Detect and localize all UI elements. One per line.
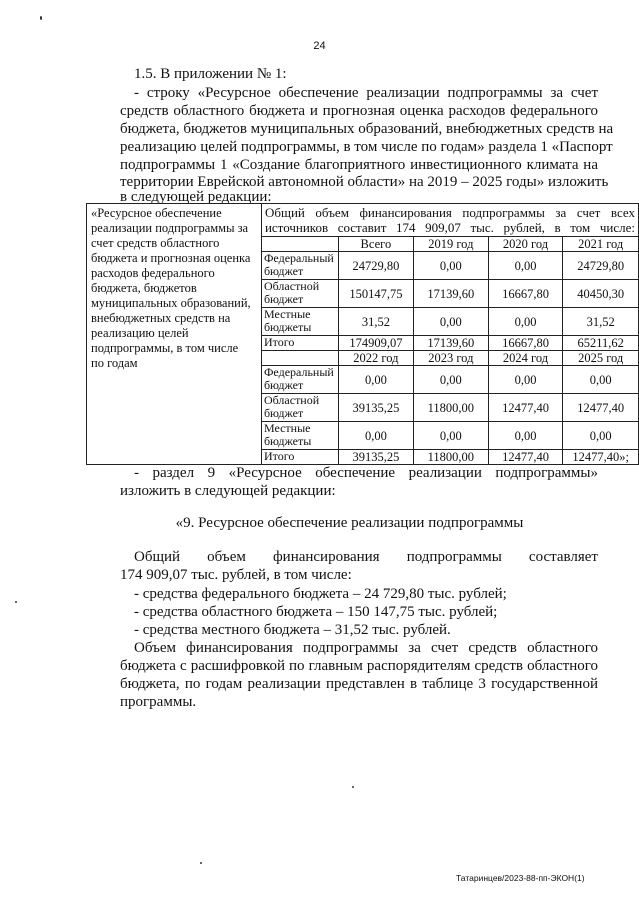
- header-line: Общий объем финансирования подпрограммы за счет всех: [264, 205, 635, 220]
- empty-cell: [261, 351, 338, 366]
- resource-table: [86, 203, 639, 465]
- row-label: Федеральный бюджет: [261, 252, 338, 280]
- row-label: Областной бюджет: [261, 280, 338, 308]
- column-header: 2021 год: [563, 237, 639, 252]
- table-cell: 11800,00: [414, 394, 489, 422]
- footer-reference: Татаринцев/2023-88-пп-ЭКОН(1): [456, 873, 585, 883]
- description-line: внебюджетных средств на: [91, 311, 231, 325]
- column-header: 2025 год: [563, 351, 639, 366]
- table-cell: 11800,00: [414, 450, 489, 465]
- para1-line: в следующей редакции:: [120, 189, 272, 205]
- scan-speck: [40, 16, 42, 20]
- table-cell: 31,52: [563, 308, 639, 336]
- table-cell: 12477,40: [563, 394, 639, 422]
- para1-line: средств областного бюджета и прогнозная оценка расходов федерального: [120, 103, 598, 119]
- table-cell: 24729,80: [563, 252, 639, 280]
- table-cell: 40450,30: [563, 280, 639, 308]
- table-cell: 0,00: [488, 252, 563, 280]
- table-cell: 0,00: [338, 366, 413, 394]
- table-cell: 17139,60: [414, 280, 489, 308]
- scan-speck: [15, 601, 17, 603]
- column-header: 2023 год: [414, 351, 489, 366]
- row-label: Федеральный бюджет: [261, 366, 338, 394]
- table-cell: 17139,60: [414, 336, 489, 351]
- table-cell: 0,00: [563, 366, 639, 394]
- table-cell: 0,00: [563, 422, 639, 450]
- table-cell: 12477,40: [488, 450, 563, 465]
- table-header-cell: [261, 204, 638, 237]
- column-header: Всего: [338, 237, 413, 252]
- row-label: Областной бюджет: [261, 394, 338, 422]
- column-header: 2019 год: [414, 237, 489, 252]
- column-header: 2020 год: [488, 237, 563, 252]
- description-line: реализации подпрограммы за: [91, 221, 249, 235]
- section-heading: 1.5. В приложении № 1:: [134, 66, 287, 82]
- table-description-cell: [87, 204, 262, 465]
- table-cell: 39135,25: [338, 450, 413, 465]
- para3-line: 174 909,07 тыс. рублей, в том числе:: [120, 567, 352, 583]
- bullet-item: - средства областного бюджета – 150 147,75 тыс. рублей;: [134, 604, 498, 620]
- table-cell: 0,00: [414, 308, 489, 336]
- para1-line: подпрограммы 1 «Создание благоприятного инвестиционного климата на: [120, 157, 598, 173]
- table-cell: 0,00: [488, 308, 563, 336]
- column-header: 2024 год: [488, 351, 563, 366]
- empty-cell: [261, 237, 338, 252]
- table-cell: 24729,80: [338, 252, 413, 280]
- table-cell: 31,52: [338, 308, 413, 336]
- para2-line: изложить в следующей редакции:: [120, 483, 336, 499]
- table-cell: 0,00: [414, 422, 489, 450]
- para3-line: Общий объем финансирования подпрограммы составляет: [134, 549, 598, 565]
- scan-speck: [352, 786, 354, 788]
- table-cell: 0,00: [488, 422, 563, 450]
- description-line: реализацию целей: [91, 326, 189, 340]
- table-cell: 12477,40»;: [563, 450, 639, 465]
- row-label: Итого: [261, 336, 338, 351]
- para1-line: - строку «Ресурсное обеспечение реализации подпрограммы за счет: [134, 85, 598, 101]
- header-line: источников составит 174 909,07 тыс. рублей, в том числе:: [264, 220, 635, 235]
- description-line: бюджета, бюджетов: [91, 281, 197, 295]
- section-9-heading: «9. Ресурсное обеспечение реализации подпрограммы: [175, 515, 524, 531]
- description-line: подпрограммы, в том числе: [91, 341, 239, 355]
- table-cell: 12477,40: [488, 394, 563, 422]
- bullet-item: - средства местного бюджета – 31,52 тыс. рублей.: [134, 622, 451, 638]
- para4-line: программы.: [120, 694, 197, 710]
- table-cell: 16667,80: [488, 336, 563, 351]
- description-line: по годам: [91, 356, 138, 370]
- column-header: 2022 год: [338, 351, 413, 366]
- table-cell: 65211,62: [563, 336, 639, 351]
- page-number: 24: [313, 40, 326, 52]
- description-line: счет средств областного: [91, 236, 220, 250]
- table-cell: 0,00: [414, 252, 489, 280]
- row-label: Местные бюджеты: [261, 308, 338, 336]
- scan-speck: [200, 862, 202, 864]
- description-line: бюджета и прогнозная оценка: [91, 251, 251, 265]
- row-label: Местные бюджеты: [261, 422, 338, 450]
- table-cell: 174909,07: [338, 336, 413, 351]
- description-line: «Ресурсное обеспечение: [91, 206, 222, 220]
- para1-line: бюджета, бюджетов муниципальных образований, внебюджетных средств на: [120, 121, 614, 137]
- para2-line: - раздел 9 «Ресурсное обеспечение реализации подпрограммы»: [134, 465, 598, 481]
- para4-line: бюджета с расшифровкой по главным распорядителям средств областного: [120, 658, 598, 674]
- row-label: Итого: [261, 450, 338, 465]
- para1-line: реализацию целей подпрограммы, в том числе по годам» раздела 1 «Паспорт: [120, 139, 613, 155]
- table-cell: 39135,25: [338, 394, 413, 422]
- para4-line: бюджета, по годам реализации представлен в таблице 3 государственной: [120, 676, 598, 692]
- table-cell: 0,00: [338, 422, 413, 450]
- table-cell: 150147,75: [338, 280, 413, 308]
- bullet-item: - средства федерального бюджета – 24 729,80 тыс. рублей;: [134, 586, 507, 602]
- table-cell: 0,00: [414, 366, 489, 394]
- description-line: расходов федерального: [91, 266, 215, 280]
- table-cell: 16667,80: [488, 280, 563, 308]
- para1-line: территории Еврейской автономной области» на 2019 – 2025 годы» изложить: [120, 174, 609, 190]
- para4-line: Объем финансирования подпрограммы за счет средств областного: [134, 640, 598, 656]
- description-line: муниципальных образований,: [91, 296, 251, 310]
- table-cell: 0,00: [488, 366, 563, 394]
